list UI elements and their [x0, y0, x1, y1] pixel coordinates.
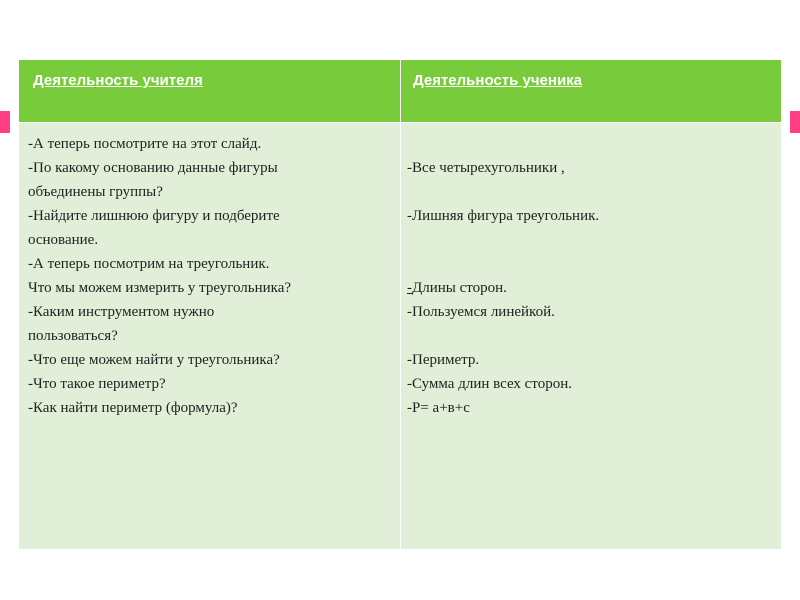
teacher-line: -Найдите лишнюю фигуру и подберите	[28, 208, 280, 224]
teacher-line: -Как найти периметр (формула)?	[28, 400, 238, 416]
teacher-line: основание.	[28, 232, 99, 248]
teacher-line: -Что еще можем найти у треугольника?	[28, 352, 280, 368]
teacher-line: объединены группы?	[28, 184, 163, 200]
teacher-line: -Каким инструментом нужно	[28, 304, 215, 320]
spacer	[407, 180, 781, 204]
student-activity-cell	[401, 123, 781, 550]
student-line: -Все четырехугольники ,	[407, 160, 565, 176]
student-line: -Сумма длин всех сторон.	[407, 376, 572, 392]
teacher-activity-cell	[19, 123, 401, 550]
teacher-line: -По какому основанию данные фигуры	[28, 160, 278, 176]
right-accent-bar	[790, 111, 800, 133]
teacher-line: -А теперь посмотрим на треугольник.	[28, 256, 270, 272]
header-student-activity: Деятельность ученика	[401, 60, 781, 123]
activity-table	[19, 60, 781, 550]
student-line	[407, 276, 781, 300]
student-line: -Пользуемся линейкой.	[407, 304, 555, 320]
student-line: -Р= а+в+с	[407, 400, 470, 416]
teacher-line: -Что такое периметр?	[28, 376, 166, 392]
spacer	[407, 324, 781, 348]
spacer	[407, 228, 781, 276]
teacher-line: Что мы можем измерить у треугольника?	[28, 280, 292, 296]
student-line: -Периметр.	[407, 352, 480, 368]
teacher-line: пользоваться?	[28, 328, 118, 344]
student-line-text: Длины сторон.	[412, 280, 507, 296]
left-accent-bar	[0, 111, 10, 133]
header-teacher-activity: Деятельность учителя	[19, 60, 401, 123]
underlined-dash: -	[407, 280, 412, 296]
teacher-line: -А теперь посмотрите на этот слайд.	[28, 136, 262, 152]
student-line: -Лишняя фигура треугольник.	[407, 208, 600, 224]
